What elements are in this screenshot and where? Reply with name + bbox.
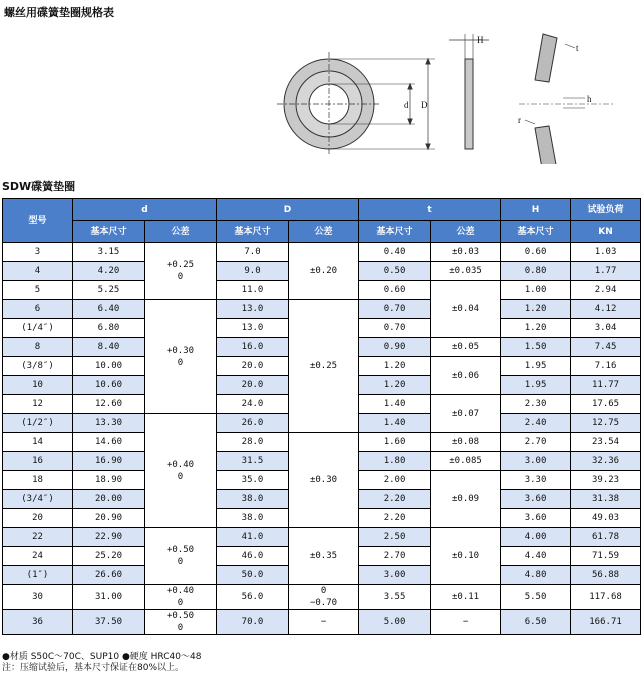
table-row — [3, 528, 641, 547]
H-basic-cell: 5.50 — [501, 585, 571, 610]
model-cell: 24 — [3, 547, 73, 566]
header-d-basic: 基本尺寸 — [73, 221, 145, 243]
header-D-tol: 公差 — [289, 221, 359, 243]
H-basic-cell: 1.20 — [501, 300, 571, 319]
d-basic-cell: 12.60 — [73, 395, 145, 414]
load-cell: 61.78 — [571, 528, 641, 547]
d-tolerance-cell: +0.25 0 — [145, 243, 217, 300]
t-basic-cell: 1.80 — [359, 452, 431, 471]
H-basic-cell: 0.60 — [501, 243, 571, 262]
dim-label-r: r — [518, 115, 521, 125]
t-tolerance-cell: ±0.10 — [431, 528, 501, 585]
D-basic-cell: 26.0 — [217, 414, 289, 433]
header-kn: KN — [571, 221, 641, 243]
load-cell: 23.54 — [571, 433, 641, 452]
header-t-tol: 公差 — [431, 221, 501, 243]
D-basic-cell: 35.0 — [217, 471, 289, 490]
D-basic-cell: 46.0 — [217, 547, 289, 566]
d-basic-cell: 5.25 — [73, 281, 145, 300]
H-basic-cell: 3.60 — [501, 509, 571, 528]
model-cell: 18 — [3, 471, 73, 490]
d-basic-cell: 10.00 — [73, 357, 145, 376]
D-tolerance-cell: 0 −0.70 — [289, 585, 359, 610]
d-basic-cell: 14.60 — [73, 433, 145, 452]
model-cell: (3/4″) — [3, 490, 73, 509]
t-basic-cell: 0.70 — [359, 300, 431, 319]
D-basic-cell: 13.0 — [217, 300, 289, 319]
t-tolerance-cell: ±0.08 — [431, 433, 501, 452]
load-cell: 49.03 — [571, 509, 641, 528]
page-title: 螺丝用碟簧垫圈规格表 — [4, 6, 114, 19]
model-cell: 36 — [3, 610, 73, 635]
D-basic-cell: 38.0 — [217, 490, 289, 509]
model-cell: 12 — [3, 395, 73, 414]
load-cell: 32.36 — [571, 452, 641, 471]
H-basic-cell: 3.00 — [501, 452, 571, 471]
t-basic-cell: 1.40 — [359, 395, 431, 414]
load-cell: 1.03 — [571, 243, 641, 262]
model-cell: 8 — [3, 338, 73, 357]
model-cell: 20 — [3, 509, 73, 528]
t-basic-cell: 3.55 — [359, 585, 431, 610]
washer-drawing — [275, 24, 635, 164]
H-basic-cell: 4.40 — [501, 547, 571, 566]
model-cell: 30 — [3, 585, 73, 610]
D-basic-cell: 11.0 — [217, 281, 289, 300]
H-basic-cell: 1.50 — [501, 338, 571, 357]
t-basic-cell: 0.90 — [359, 338, 431, 357]
H-basic-cell: 4.00 — [501, 528, 571, 547]
d-basic-cell: 22.90 — [73, 528, 145, 547]
model-cell: 22 — [3, 528, 73, 547]
model-cell: 3 — [3, 243, 73, 262]
t-basic-cell: 2.50 — [359, 528, 431, 547]
t-basic-cell: 0.40 — [359, 243, 431, 262]
D-tolerance-cell: ±0.30 — [289, 433, 359, 528]
d-basic-cell: 31.00 — [73, 585, 145, 610]
load-cell: 31.38 — [571, 490, 641, 509]
model-cell: (1/2″) — [3, 414, 73, 433]
D-tolerance-cell: ±0.35 — [289, 528, 359, 585]
H-basic-cell: 2.40 — [501, 414, 571, 433]
H-basic-cell: 1.95 — [501, 357, 571, 376]
t-basic-cell: 2.00 — [359, 471, 431, 490]
load-cell: 117.68 — [571, 585, 641, 610]
d-basic-cell: 25.20 — [73, 547, 145, 566]
model-cell: 16 — [3, 452, 73, 471]
d-basic-cell: 4.20 — [73, 262, 145, 281]
note-compression: 注：压缩试验后，基本尺寸保证在80%以上。 — [2, 663, 185, 673]
load-cell: 7.45 — [571, 338, 641, 357]
H-basic-cell: 2.70 — [501, 433, 571, 452]
d-tolerance-cell: +0.30 0 — [145, 300, 217, 414]
D-basic-cell: 20.0 — [217, 376, 289, 395]
dim-label-d: d — [404, 100, 409, 110]
header-d: d — [73, 199, 217, 221]
d-basic-cell: 13.30 — [73, 414, 145, 433]
table-row — [3, 585, 641, 610]
D-basic-cell: 31.5 — [217, 452, 289, 471]
table-row — [3, 433, 641, 452]
washer-section-view — [519, 34, 615, 164]
d-tolerance-cell: +0.40 0 — [145, 585, 217, 610]
header-model: 型号 — [3, 199, 73, 243]
D-basic-cell: 20.0 — [217, 357, 289, 376]
H-basic-cell: 3.30 — [501, 471, 571, 490]
load-cell: 2.94 — [571, 281, 641, 300]
load-cell: 1.77 — [571, 262, 641, 281]
t-basic-cell: 0.50 — [359, 262, 431, 281]
spec-table — [2, 198, 641, 635]
load-cell: 56.88 — [571, 566, 641, 585]
d-basic-cell: 10.60 — [73, 376, 145, 395]
note-material: ●材质 S50C～70C、SUP10 ●硬度 HRC40～48 — [2, 652, 202, 662]
t-tolerance-cell: ±0.11 — [431, 585, 501, 610]
table-row — [3, 243, 641, 262]
H-basic-cell: 4.80 — [501, 566, 571, 585]
model-cell: (1/4″) — [3, 319, 73, 338]
header-d-tol: 公差 — [145, 221, 217, 243]
header-load: 试验负荷 — [571, 199, 641, 221]
model-cell: 14 — [3, 433, 73, 452]
load-cell: 7.16 — [571, 357, 641, 376]
header-D: D — [217, 199, 359, 221]
model-cell: 10 — [3, 376, 73, 395]
load-cell: 166.71 — [571, 610, 641, 635]
t-basic-cell: 2.70 — [359, 547, 431, 566]
H-basic-cell: 1.95 — [501, 376, 571, 395]
D-basic-cell: 28.0 — [217, 433, 289, 452]
header-t: t — [359, 199, 501, 221]
t-basic-cell: 3.00 — [359, 566, 431, 585]
t-tolerance-cell: ±0.085 — [431, 452, 501, 471]
t-tolerance-cell: ±0.04 — [431, 281, 501, 338]
D-basic-cell: 70.0 — [217, 610, 289, 635]
t-basic-cell: 1.20 — [359, 357, 431, 376]
header-H: H — [501, 199, 571, 221]
H-basic-cell: 0.80 — [501, 262, 571, 281]
D-basic-cell: 38.0 — [217, 509, 289, 528]
D-basic-cell: 13.0 — [217, 319, 289, 338]
d-basic-cell: 8.40 — [73, 338, 145, 357]
D-basic-cell: 16.0 — [217, 338, 289, 357]
D-basic-cell: 41.0 — [217, 528, 289, 547]
D-basic-cell: 24.0 — [217, 395, 289, 414]
D-basic-cell: 56.0 — [217, 585, 289, 610]
t-tolerance-cell: ±0.06 — [431, 357, 501, 395]
d-basic-cell: 26.60 — [73, 566, 145, 585]
t-basic-cell: 0.70 — [359, 319, 431, 338]
load-cell: 12.75 — [571, 414, 641, 433]
dim-label-D: D — [421, 100, 428, 110]
H-basic-cell: 1.20 — [501, 319, 571, 338]
t-basic-cell: 1.40 — [359, 414, 431, 433]
t-tolerance-cell: ±0.035 — [431, 262, 501, 281]
t-tolerance-cell: ±0.09 — [431, 471, 501, 528]
d-basic-cell: 37.50 — [73, 610, 145, 635]
dim-label-t: t — [576, 43, 579, 53]
t-basic-cell: 5.00 — [359, 610, 431, 635]
d-basic-cell: 16.90 — [73, 452, 145, 471]
d-basic-cell: 20.00 — [73, 490, 145, 509]
t-basic-cell: 2.20 — [359, 509, 431, 528]
notes — [2, 652, 201, 674]
load-cell: 71.59 — [571, 547, 641, 566]
t-tolerance-cell: ±0.03 — [431, 243, 501, 262]
H-basic-cell: 3.60 — [501, 490, 571, 509]
model-cell: (1″) — [3, 566, 73, 585]
D-basic-cell: 50.0 — [217, 566, 289, 585]
load-cell: 17.65 — [571, 395, 641, 414]
H-basic-cell: 2.30 — [501, 395, 571, 414]
d-basic-cell: 18.90 — [73, 471, 145, 490]
d-tolerance-cell: +0.50 0 — [145, 610, 217, 635]
d-tolerance-cell: +0.40 0 — [145, 414, 217, 528]
washer-front-view — [277, 34, 489, 156]
d-tolerance-cell: +0.50 0 — [145, 528, 217, 585]
model-cell: 5 — [3, 281, 73, 300]
d-basic-cell: 20.90 — [73, 509, 145, 528]
model-cell: 4 — [3, 262, 73, 281]
D-tolerance-cell: − — [289, 610, 359, 635]
header-D-basic: 基本尺寸 — [217, 221, 289, 243]
table-row — [3, 610, 641, 635]
load-cell: 39.23 — [571, 471, 641, 490]
t-tolerance-cell: − — [431, 610, 501, 635]
D-basic-cell: 9.0 — [217, 262, 289, 281]
H-basic-cell: 1.00 — [501, 281, 571, 300]
dim-label-h: h — [587, 94, 592, 104]
load-cell: 3.04 — [571, 319, 641, 338]
section-title: SDW碟簧垫圈 — [2, 180, 76, 193]
t-basic-cell: 1.20 — [359, 376, 431, 395]
t-tolerance-cell: ±0.07 — [431, 395, 501, 433]
t-tolerance-cell: ±0.05 — [431, 338, 501, 357]
dim-label-H: H — [477, 35, 484, 45]
D-basic-cell: 7.0 — [217, 243, 289, 262]
model-cell: 6 — [3, 300, 73, 319]
table-row — [3, 300, 641, 319]
load-cell: 11.77 — [571, 376, 641, 395]
d-basic-cell: 6.80 — [73, 319, 145, 338]
header-t-basic: 基本尺寸 — [359, 221, 431, 243]
model-cell: (3/8″) — [3, 357, 73, 376]
t-basic-cell: 0.60 — [359, 281, 431, 300]
D-tolerance-cell: ±0.25 — [289, 300, 359, 433]
header-H-basic: 基本尺寸 — [501, 221, 571, 243]
D-tolerance-cell: ±0.20 — [289, 243, 359, 300]
load-cell: 4.12 — [571, 300, 641, 319]
d-basic-cell: 3.15 — [73, 243, 145, 262]
t-basic-cell: 2.20 — [359, 490, 431, 509]
d-basic-cell: 6.40 — [73, 300, 145, 319]
H-basic-cell: 6.50 — [501, 610, 571, 635]
t-basic-cell: 1.60 — [359, 433, 431, 452]
